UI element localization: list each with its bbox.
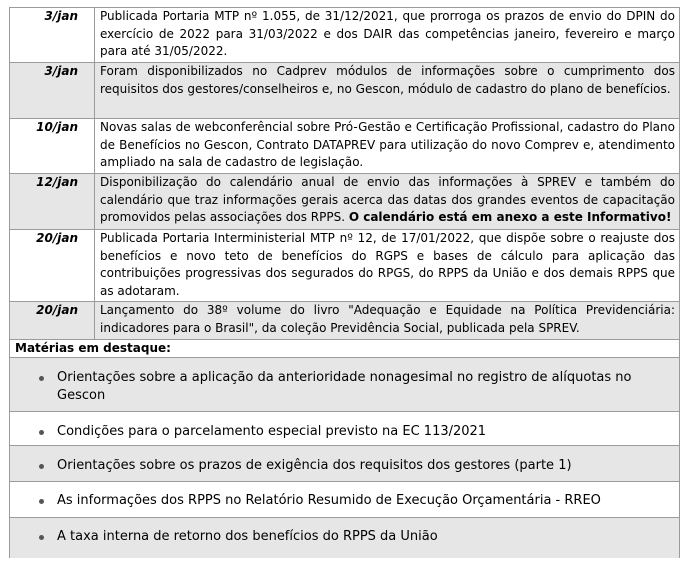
highlight-item[interactable] <box>10 412 679 446</box>
highlights-list <box>9 358 680 558</box>
event-row <box>10 302 680 340</box>
event-description: Publicada Portaria Interministerial MTP nº 12, de 17/01/2022, que dispõe sobre o reajuste dos benefícios e novo teto de benefícios do RGPS e bases de cálculo para aplicação das contribuições progressivas dos segurados do RPGS, do RPPS da União e dos demais RPPS que as adotaram. <box>95 230 680 302</box>
event-date: 10/jan <box>10 119 95 174</box>
highlight-item-label: Condições para o parcelamento especial previsto na EC 113/2021 <box>57 424 487 439</box>
highlight-item-label: A taxa interna de retorno dos benefícios do RPPS da União <box>57 529 438 544</box>
event-description <box>95 174 680 230</box>
highlight-item[interactable] <box>10 518 679 558</box>
highlight-item[interactable] <box>10 482 679 518</box>
event-description: Lançamento do 38º volume do livro "Adequação e Equidade na Política Previdenciária: indicadores para o Brasil", da coleção Previdência Social, publicada pela SPREV. <box>95 302 680 340</box>
highlight-item[interactable] <box>10 446 679 482</box>
event-date: 3/jan <box>10 8 95 63</box>
highlight-item-label: As informações dos RPPS no Relatório Resumido de Execução Orçamentária - RREO <box>57 493 601 508</box>
event-date: 12/jan <box>10 174 95 230</box>
event-description: Foram disponibilizados no Cadprev módulos de informações sobre o cumprimento dos requisitos dos gestores/conselheiros e, no Gescon, módulo de cadastro do plano de benefícios. <box>95 63 680 119</box>
highlight-item-label: Orientações sobre os prazos de exigência dos requisitos dos gestores (parte 1) <box>57 458 572 473</box>
event-row <box>10 174 680 230</box>
event-description: Novas salas de webconferêncial sobre Pró-Gestão e Certificação Profissional, cadastro do Plano de Benefícios no Gescon, Contrato DATAPREV para utilização do novo Comprev e, atendimento ampliado na sala de cadastro de legislação. <box>95 119 680 174</box>
bullet-icon <box>39 430 44 435</box>
bullet-icon <box>39 376 44 381</box>
event-date: 20/jan <box>10 302 95 340</box>
event-row <box>10 8 680 63</box>
event-row <box>10 119 680 174</box>
event-description: Publicada Portaria MTP nº 1.055, de 31/12/2021, que prorroga os prazos de envio do DPIN do exercício de 2022 para 31/03/2022 e dos DAIR das competências janeiro, fevereiro e março para até 31/05/2022. <box>95 8 680 63</box>
bullet-icon <box>39 535 44 540</box>
events-table <box>9 7 680 340</box>
bullet-icon <box>39 464 44 469</box>
highlight-item[interactable] <box>10 358 679 412</box>
informativo-panel <box>9 7 680 558</box>
highlights-heading: Matérias em destaque: <box>9 340 680 358</box>
event-date: 20/jan <box>10 230 95 302</box>
event-row <box>10 230 680 302</box>
bullet-icon <box>39 499 44 504</box>
calendar-attachment-note: O calendário está em anexo a este Informativo! <box>348 210 672 224</box>
event-row <box>10 63 680 119</box>
event-date: 3/jan <box>10 63 95 119</box>
highlight-item-label: Orientações sobre a aplicação da anterioridade nonagesimal no registro de alíquotas no Gescon <box>57 370 632 403</box>
event-text: Disponibilização do calendário anual de envio das informações à SPREV e também do calendário que traz informações gerais acerca das datas dos grandes eventos de capacitação promovidos pelas associações dos RPPS. <box>100 175 675 224</box>
